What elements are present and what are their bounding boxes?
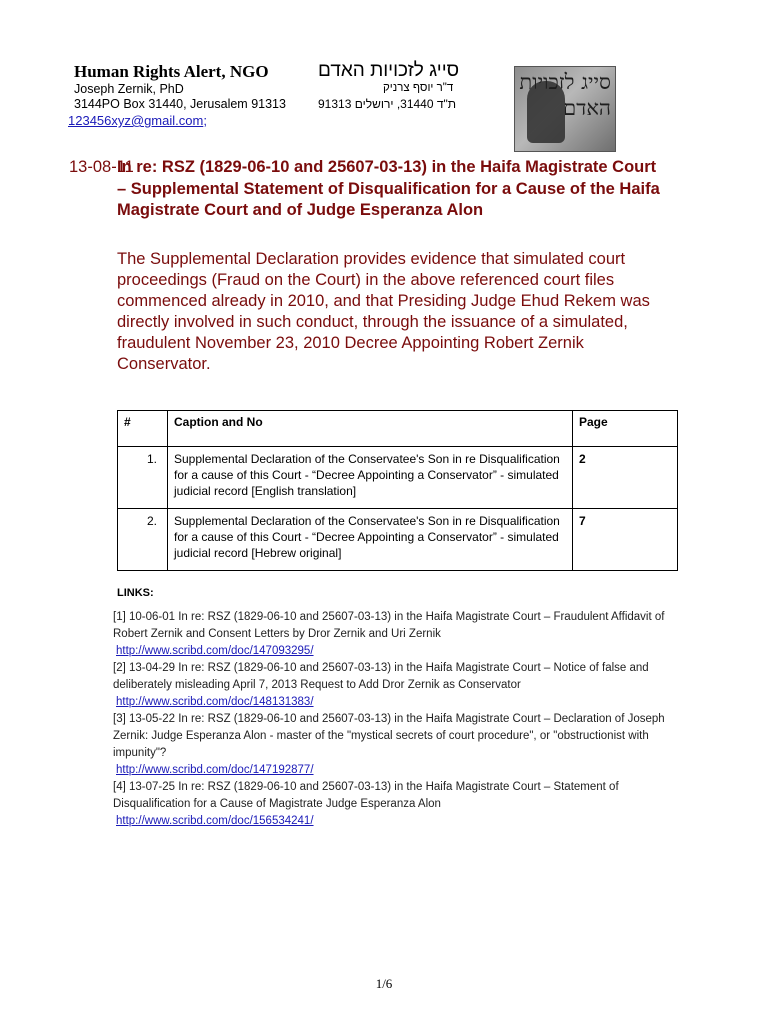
- links-list: [113, 609, 673, 830]
- summary-paragraph: The Supplemental Declaration provides evidence that simulated court proceedings (Fraud on the Court) in the above referenced court files commenced already in 2010, and that Presiding Judge Ehud Rekem was directly involved in such conduct, through the issuance of a simulated, fraudulent November 23, 2010 Decree Appointing Robert Zernik Conservator.: [117, 250, 650, 373]
- links-heading: LINKS:: [117, 587, 154, 599]
- contents-table: [117, 410, 678, 571]
- row-page: 2: [573, 447, 678, 509]
- title-text: In re: RSZ (1829-06-10 and 25607-03-13) in the Haifa Magistrate Court – Supplemental Statement of Disqualification for a Cause of the Haifa Magistrate Court and of Judge Esperanza Alon: [117, 158, 660, 219]
- person-name: Joseph Zernik, PhD: [74, 82, 184, 96]
- org-logo: [514, 66, 616, 152]
- link-description: [1] 10-06-01 In re: RSZ (1829-06-10 and 25607-03-13) in the Haifa Magistrate Court – Fraudulent Affidavit of Robert Zernik and Consent Letters by Dror Zernik and Uri Zernik: [113, 611, 665, 640]
- link-url[interactable]: http://www.scribd.com/doc/147093295/: [116, 645, 314, 657]
- page-indicator: 1/6: [375, 976, 393, 991]
- link-url[interactable]: http://www.scribd.com/doc/147192877/: [116, 764, 314, 776]
- list-item: [113, 660, 673, 711]
- table-row: [118, 509, 678, 571]
- email-line: [68, 113, 207, 128]
- email-suffix: ;: [203, 113, 207, 128]
- logo-text: סייג לזכויות האדם: [519, 70, 611, 120]
- org-name: Human Rights Alert, NGO: [74, 62, 269, 81]
- postal-address-hebrew: ת"ד 31440, ירושלים 91313: [318, 97, 457, 111]
- org-name-hebrew: סייג לזכויות האדם: [318, 60, 460, 81]
- link-url[interactable]: http://www.scribd.com/doc/148131383/: [116, 696, 314, 708]
- person-name-hebrew: ד"ר יוסף צרניק: [383, 82, 454, 94]
- row-caption: Supplemental Declaration of the Conservatee's Son in re Disqualification for a cause of this Court - “Decree Appointing a Conservator” - simulated judicial record [Hebrew original]: [168, 509, 573, 571]
- row-num: 1.: [118, 447, 168, 509]
- list-item: [113, 711, 673, 779]
- table-header-row: [118, 411, 678, 447]
- table-row: [118, 447, 678, 509]
- link-description: [4] 13-07-25 In re: RSZ (1829-06-10 and 25607-03-13) in the Haifa Magistrate Court – Statement of Disqualification for a Cause of Magistrate Judge Esperanza Alon: [113, 781, 619, 810]
- document-title: [69, 157, 669, 222]
- header-num: #: [118, 411, 168, 447]
- link-description: [2] 13-04-29 In re: RSZ (1829-06-10 and 25607-03-13) in the Haifa Magistrate Court – Notice of false and deliberately misleading April 7, 2013 Request to Add Dror Zernik as Conservator: [113, 662, 649, 691]
- header-page: Page: [573, 411, 678, 447]
- row-num: 2.: [118, 509, 168, 571]
- postal-address: 3144PO Box 31440, Jerusalem 91313: [74, 97, 286, 111]
- row-caption: Supplemental Declaration of the Conservatee's Son in re Disqualification for a cause of this Court - “Decree Appointing a Conservator” - simulated judicial record [English translation]: [168, 447, 573, 509]
- header-caption: Caption and No: [168, 411, 573, 447]
- link-url[interactable]: http://www.scribd.com/doc/156534241/: [116, 815, 314, 827]
- link-description: [3] 13-05-22 In re: RSZ (1829-06-10 and 25607-03-13) in the Haifa Magistrate Court – Declaration of Joseph Zernik: Judge Esperanza Alon - master of the "mystical secrets of court procedure", or "obstructionist with impunity"?: [113, 713, 665, 759]
- title-date: 13-08-11: [69, 158, 134, 176]
- list-item: [113, 779, 673, 830]
- list-item: [113, 609, 673, 660]
- email-link[interactable]: 123456xyz@gmail.com: [68, 113, 204, 128]
- row-page: 7: [573, 509, 678, 571]
